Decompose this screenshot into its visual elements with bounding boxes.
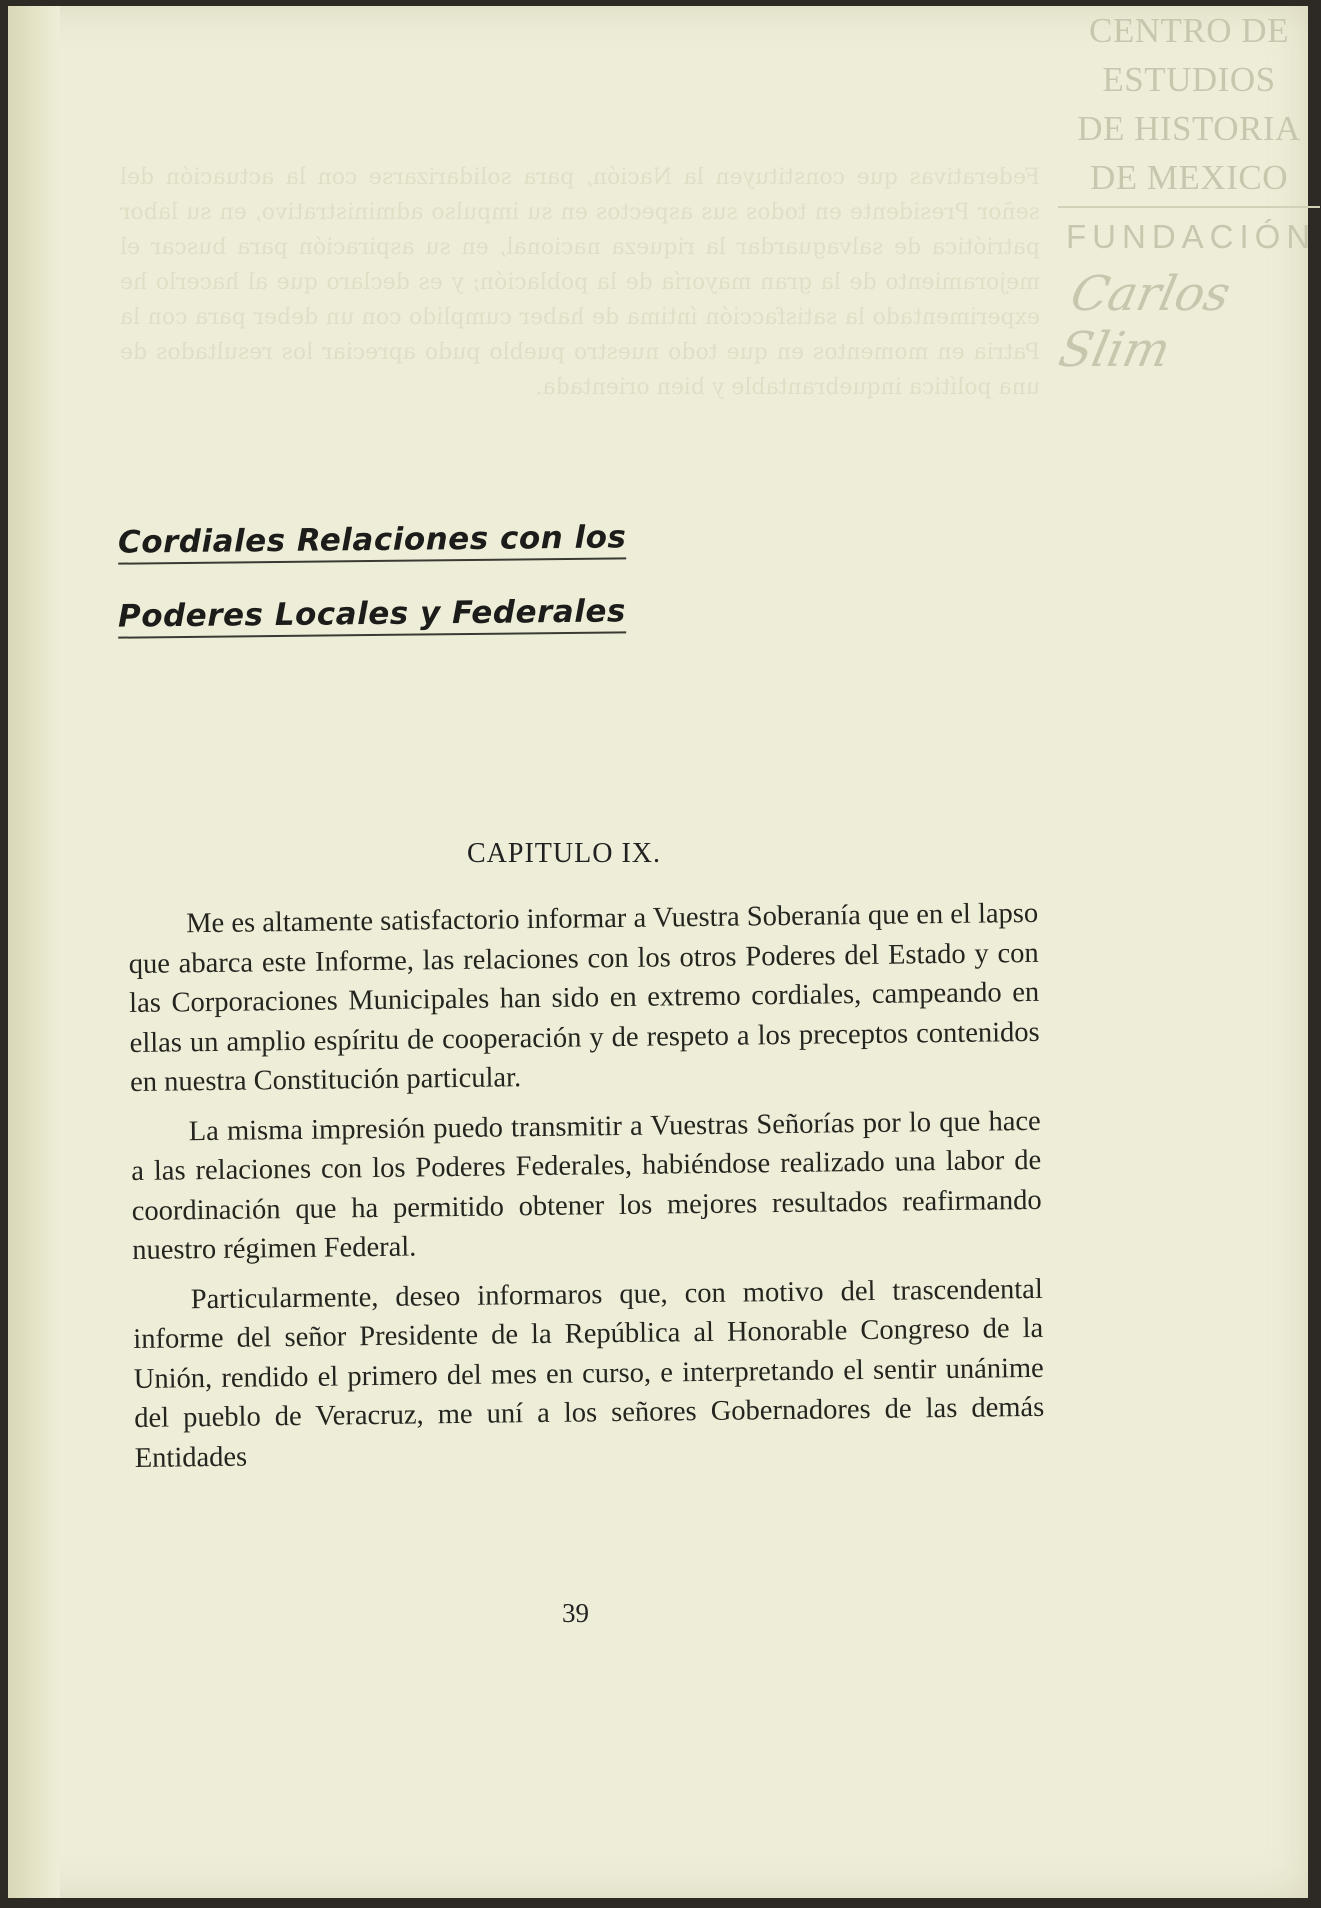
watermark-line: ESTUDIOS bbox=[1102, 60, 1276, 99]
bleed-through-text: Federativas que constituyen la Nación, para solidarizarse con la actuación del señor Presidente en todos sus aspectos en su impulso administrativo, en su labor patriótica de salvaguardar la riqueza nacional, en su aspiración para buscar el mejoramiento de la gran mayoría de la población; y es declaro que al hacerlo he experimentado la satisfacción íntima de haber cumplido con un deber para con la Patria en momentos en que todo nuestro pueblo pudo apreciar los resultados de una política inquebrantable y bien orientada. bbox=[120, 165, 1040, 400]
book-spine-shadow bbox=[8, 6, 60, 1898]
paragraph: Particularmente, deseo informaros que, con motivo del trascendental informe del señor Presidente de la República al Honorable Congreso de la Unión, rendido el primero del mes en curso, e interpretando el sentir unánime del pueblo de Veracruz, me uní a los señores Gobernadores de las demás Entidades bbox=[133, 1273, 1045, 1474]
section-heading-line2: Poderes Locales y Federales bbox=[118, 593, 626, 638]
body-text bbox=[128, 894, 1045, 1488]
watermark-foundation: FUNDACIÓN bbox=[1066, 218, 1317, 255]
chapter-title: CAPITULO IX. bbox=[467, 838, 661, 869]
paragraph: Me es altamente satisfactorio informar a Vuestra Soberanía que en el lapso que abarca este Informe, las relaciones con los otros Poderes del Estado y con las Corporaciones Municipales han sido en extremo cordiales, campeando en ellas un amplio espíritu de cooperación y de respeto a los preceptos contenidos en nuestra Constitución particular. bbox=[128, 897, 1040, 1098]
paragraph: La misma impresión puedo transmitir a Vuestras Señorías por lo que hace a las relaciones con los Poderes Federales, habiéndose realizado una labor de coordinación que ha permitido obtener los mejores resultados reafirmando nuestro régimen Federal. bbox=[131, 1105, 1042, 1266]
watermark-signature: Carlos Slim bbox=[1054, 266, 1236, 378]
watermark-line: DE MEXICO bbox=[1090, 158, 1288, 197]
watermark-line: CENTRO DE bbox=[1089, 11, 1289, 50]
watermark-divider bbox=[1058, 206, 1320, 208]
watermark bbox=[1054, 6, 1320, 378]
page-number: 39 bbox=[562, 1598, 589, 1628]
section-heading-line1: Cordiales Relaciones con los bbox=[118, 519, 627, 564]
watermark-line: DE HISTORIA bbox=[1077, 109, 1301, 148]
